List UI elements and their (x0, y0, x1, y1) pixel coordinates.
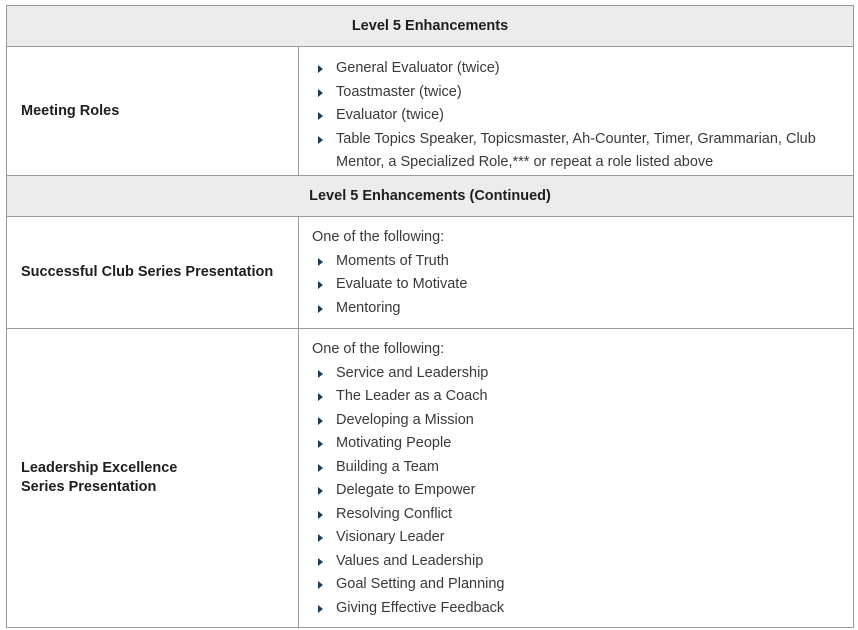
list-item-text: Giving Effective Feedback (336, 599, 505, 616)
list-item (312, 526, 853, 550)
list-item-text: Delegate to Empower (336, 482, 476, 498)
section-header (7, 176, 853, 217)
section-header (7, 6, 853, 47)
list-item-text: Evaluate to Motivate (336, 276, 468, 292)
row-label (7, 47, 299, 175)
triangle-bullet-icon (318, 558, 323, 566)
list-item-text: General Evaluator (twice) (336, 60, 500, 76)
list-item (312, 409, 853, 433)
triangle-bullet-icon (318, 581, 323, 589)
triangle-bullet-icon (318, 440, 323, 448)
list-item-text: Visionary Leader (336, 529, 445, 545)
list-item-text-line-1: Table Topics Speaker, Topicsmaster, Ah-Counter, Timer, Grammarian, Club (336, 130, 816, 147)
bullet-list (312, 250, 853, 321)
list-item-text: Building a Team (336, 458, 439, 475)
triangle-bullet-icon (318, 487, 323, 495)
triangle-bullet-icon (318, 89, 323, 97)
list-item (312, 385, 853, 409)
list-item-text: Goal Setting and Planning (336, 576, 505, 592)
list-item (312, 128, 853, 175)
triangle-bullet-icon (318, 393, 323, 401)
row-intro-text: One of the following: (312, 341, 445, 357)
row-label (7, 329, 299, 627)
enhancements-table (6, 5, 854, 628)
triangle-bullet-icon (318, 112, 323, 120)
section-header-text: Level 5 Enhancements (351, 18, 509, 34)
list-item-text: Service and Leadership (336, 364, 489, 381)
list-item-text: Resolving Conflict (336, 505, 453, 522)
list-item (312, 479, 853, 503)
list-item-text: Mentoring (336, 299, 401, 316)
list-item (312, 597, 853, 621)
triangle-bullet-icon (318, 417, 323, 425)
row-label-block (21, 459, 177, 497)
row-label-line: Series Presentation (21, 479, 157, 495)
row-label-line: Meeting Roles (21, 102, 120, 119)
list-item (312, 550, 853, 574)
table-row-meeting-roles (7, 47, 853, 176)
list-item (312, 273, 853, 297)
row-content (299, 217, 853, 328)
list-item-text: Motivating People (336, 435, 452, 451)
triangle-bullet-icon (318, 605, 323, 613)
triangle-bullet-icon (318, 136, 323, 144)
list-item-text: Values and Leadership (336, 552, 484, 569)
table-row-leadership-excellence (7, 329, 853, 627)
list-item (312, 432, 853, 456)
list-item-text: The Leader as a Coach (336, 388, 488, 404)
list-item (312, 362, 853, 386)
list-item (312, 456, 853, 480)
list-item-text: Developing a Mission (336, 411, 474, 428)
triangle-bullet-icon (318, 305, 323, 313)
bullet-list (312, 57, 853, 175)
triangle-bullet-icon (318, 534, 323, 542)
list-item (312, 250, 853, 274)
row-label-line: Leadership Excellence (21, 460, 178, 476)
table-row-successful-club-series (7, 217, 853, 329)
row-label (7, 217, 299, 328)
row-content (299, 47, 853, 175)
list-item-text: Evaluator (twice) (336, 107, 444, 123)
triangle-bullet-icon (318, 464, 323, 472)
triangle-bullet-icon (318, 511, 323, 519)
row-content (299, 329, 853, 627)
list-item (312, 104, 853, 128)
list-item-text: Moments of Truth (336, 252, 449, 269)
triangle-bullet-icon (318, 258, 323, 266)
list-item (312, 57, 853, 81)
list-item-text: Toastmaster (twice) (336, 83, 462, 100)
triangle-bullet-icon (318, 65, 323, 73)
triangle-bullet-icon (318, 281, 323, 289)
list-item (312, 81, 853, 105)
row-intro-text: One of the following: (312, 229, 445, 245)
triangle-bullet-icon (318, 370, 323, 378)
list-item (312, 573, 853, 597)
row-label-line: Successful Club Series Presentation (21, 264, 274, 280)
bullet-list (312, 362, 853, 621)
section-header-text: Level 5 Enhancements (Continued) (309, 188, 551, 204)
list-item (312, 297, 853, 321)
list-item (312, 503, 853, 527)
list-item-text-line-2: Mentor, a Specialized Role,*** or repeat a role listed above (336, 154, 714, 170)
